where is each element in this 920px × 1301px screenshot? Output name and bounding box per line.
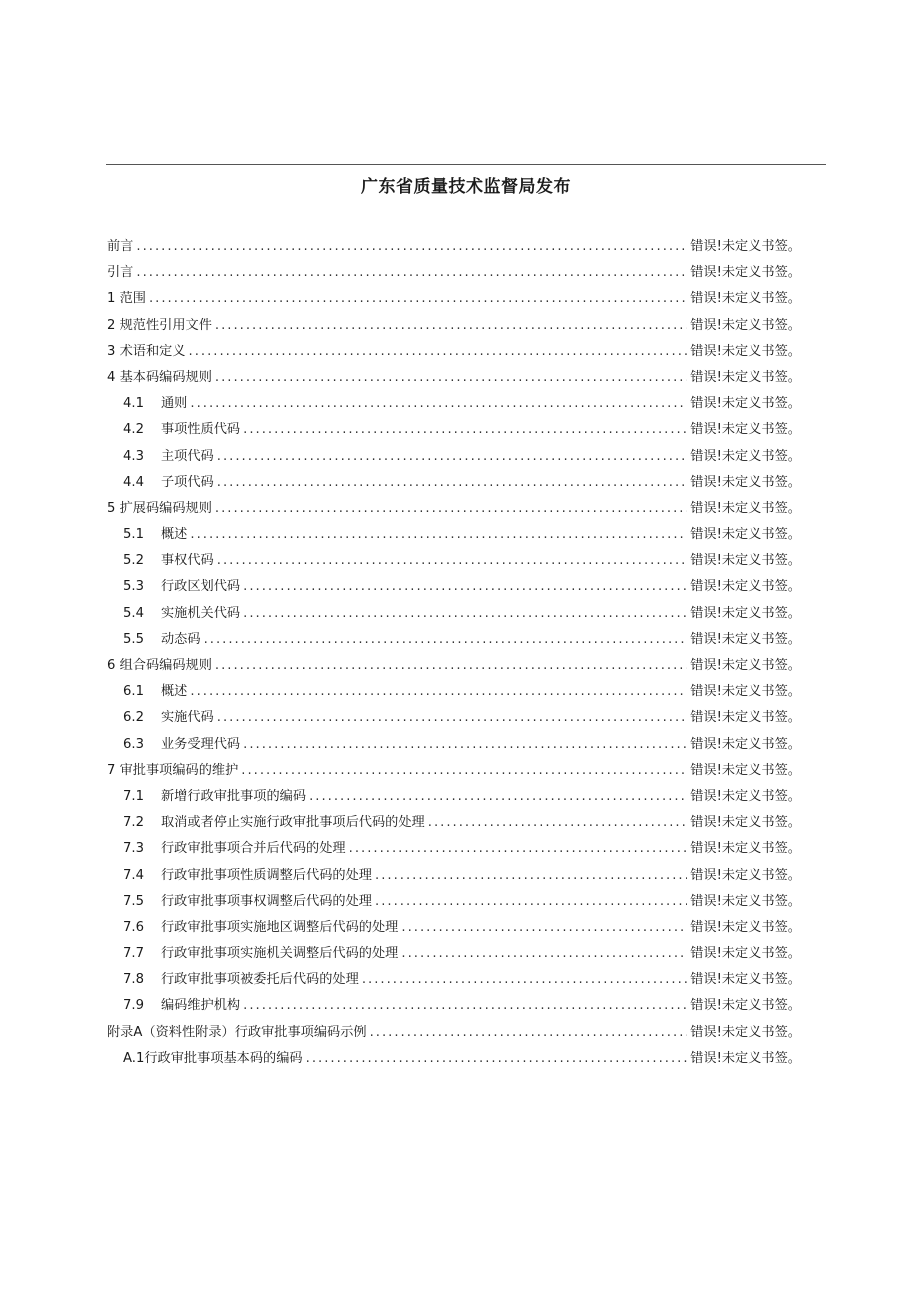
toc-leader-dots	[204, 632, 688, 647]
toc-entry[interactable]	[107, 968, 801, 994]
toc-entry[interactable]	[107, 575, 801, 601]
toc-entry[interactable]	[107, 471, 801, 497]
toc-page-ref: 错误!未定义书签。	[690, 448, 801, 464]
toc-entry-number: 6.1	[123, 684, 144, 700]
toc-page-ref: 错误!未定义书签。	[690, 788, 801, 804]
toc-leader-dots	[136, 239, 687, 254]
toc-entry[interactable]	[107, 340, 801, 366]
toc-entry-label	[107, 837, 346, 856]
toc-leader-dots	[309, 789, 687, 804]
toc-page-ref: 错误!未定义书签。	[690, 867, 801, 883]
toc-leader-dots	[243, 737, 687, 752]
toc-entry[interactable]	[107, 549, 801, 575]
toc-entry-label	[107, 628, 201, 647]
toc-entry[interactable]	[107, 994, 801, 1020]
toc-entry-text: A.1行政审批事项基本码的编码	[123, 1050, 303, 1066]
toc-entry-text: 子项代码	[161, 474, 214, 490]
toc-entry-label	[107, 654, 212, 673]
toc-page-ref: 错误!未定义书签。	[690, 710, 801, 726]
toc-page-ref: 错误!未定义书签。	[690, 893, 801, 909]
toc-entry-text: 组合码编码规则	[119, 658, 212, 673]
toc-entry-number: 4	[107, 369, 116, 385]
toc-entry-text: 取消或者停止实施行政审批事项后代码的处理	[161, 815, 425, 831]
header-rule	[106, 164, 826, 165]
toc-entry-text: 行政审批事项性质调整后代码的处理	[161, 867, 372, 883]
toc-entry[interactable]	[107, 602, 801, 628]
toc-entry[interactable]	[107, 706, 801, 732]
toc-page-ref: 错误!未定义书签。	[690, 553, 801, 569]
toc-entry[interactable]	[107, 916, 801, 942]
toc-leader-dots	[215, 318, 687, 333]
toc-page-ref: 错误!未定义书签。	[690, 815, 801, 831]
toc-entry-number: 7.9	[123, 998, 144, 1014]
toc-entry-text: 前言	[107, 239, 134, 254]
toc-entry-label	[107, 497, 212, 516]
toc-entry-text: 实施机关代码	[161, 605, 241, 621]
toc-entry-label	[107, 418, 240, 437]
toc-entry-label	[107, 706, 214, 725]
toc-leader-dots	[215, 501, 687, 516]
toc-entry-label	[107, 602, 240, 621]
toc-entry-label	[107, 1021, 367, 1040]
toc-entry[interactable]	[107, 811, 801, 837]
toc-entry-label	[107, 942, 398, 961]
toc-entry-text: 动态码	[161, 631, 201, 647]
toc-entry-number: 5.4	[123, 605, 144, 621]
toc-entry-text: 业务受理代码	[161, 736, 241, 752]
toc-entry-label	[107, 916, 398, 935]
toc-entry[interactable]	[107, 785, 801, 811]
toc-entry[interactable]	[107, 864, 801, 890]
toc-entry-label	[107, 471, 214, 490]
toc-leader-dots	[217, 475, 687, 490]
toc-entry-number: 5.1	[123, 527, 144, 543]
toc-entry-label	[107, 549, 214, 568]
toc-leader-dots	[243, 422, 687, 437]
toc-entry-number: 7.8	[123, 972, 144, 988]
toc-entry-label	[107, 785, 306, 804]
toc-entry-text: 术语和定义	[119, 343, 186, 359]
toc-entry-number: 7.4	[123, 867, 144, 883]
toc-entry-number: 3	[107, 343, 116, 359]
toc-entry-number: 1	[107, 291, 116, 307]
toc-entry[interactable]	[107, 1047, 801, 1073]
toc-entry[interactable]	[107, 261, 801, 287]
toc-page-ref: 错误!未定义书签。	[690, 579, 801, 595]
toc-entry-text: 概述	[161, 527, 188, 543]
toc-entry[interactable]	[107, 366, 801, 392]
toc-entry[interactable]	[107, 680, 801, 706]
toc-entry-label	[107, 890, 372, 909]
toc-page-ref: 错误!未定义书签。	[690, 605, 801, 621]
toc-entry-number: 5	[107, 500, 116, 516]
toc-entry-text: 通则	[161, 396, 188, 412]
toc-leader-dots	[401, 920, 687, 935]
toc-entry-label	[107, 759, 238, 778]
toc-entry-number: 4.1	[123, 396, 144, 412]
toc-entry-number: 6.2	[123, 710, 144, 726]
toc-entry-label	[123, 1047, 303, 1066]
toc-entry[interactable]	[107, 523, 801, 549]
toc-entry-text: 审批事项编码的维护	[119, 762, 239, 778]
toc-entry-text: 引言	[107, 265, 134, 281]
toc-entry-number: 4.3	[123, 448, 144, 464]
toc-entry[interactable]	[107, 314, 801, 340]
toc-entry[interactable]	[107, 890, 801, 916]
toc-entry[interactable]	[107, 628, 801, 654]
toc-entry-text: 实施代码	[161, 710, 214, 726]
toc-entry-label	[107, 733, 240, 752]
toc-leader-dots	[190, 396, 687, 411]
toc-leader-dots	[349, 841, 688, 856]
toc-entry-label	[107, 445, 214, 464]
toc-leader-dots	[428, 815, 687, 830]
toc-page-ref: 错误!未定义书签。	[690, 317, 801, 333]
toc-page-ref: 错误!未定义书签。	[690, 841, 801, 857]
toc-entry-label	[107, 680, 187, 699]
toc-entry-text: 附录A（资料性附录）行政审批事项编码示例	[107, 1024, 367, 1040]
toc-entry[interactable]	[107, 497, 801, 523]
toc-entry[interactable]	[107, 942, 801, 968]
toc-entry-label	[107, 235, 133, 254]
toc-entry-label	[107, 366, 212, 385]
toc-entry-text: 行政区划代码	[161, 579, 241, 595]
toc-entry[interactable]	[107, 733, 801, 759]
toc-entry[interactable]	[107, 1021, 801, 1047]
toc-page-ref: 错误!未定义书签。	[690, 343, 801, 359]
toc-leader-dots	[243, 998, 687, 1013]
toc-entry-label	[107, 314, 212, 333]
toc-leader-dots	[190, 527, 687, 542]
toc-leader-dots	[217, 710, 687, 725]
toc-page-ref: 错误!未定义书签。	[690, 972, 801, 988]
table-of-contents	[107, 235, 801, 1073]
toc-page-ref: 错误!未定义书签。	[690, 500, 801, 516]
toc-leader-dots	[241, 763, 687, 778]
toc-entry-text: 扩展码编码规则	[119, 500, 212, 516]
toc-page-ref: 错误!未定义书签。	[690, 658, 801, 673]
toc-entry-number: 7.6	[123, 919, 144, 935]
toc-entry-number: 4.2	[123, 422, 144, 438]
toc-entry-label	[107, 523, 187, 542]
toc-page-ref: 错误!未定义书签。	[690, 631, 801, 647]
toc-page-ref: 错误!未定义书签。	[690, 998, 801, 1014]
toc-entry-label	[107, 811, 425, 830]
toc-page-ref: 错误!未定义书签。	[690, 1024, 801, 1040]
toc-entry-text: 基本码编码规则	[119, 369, 212, 385]
toc-page-ref: 错误!未定义书签。	[690, 422, 801, 438]
toc-page-ref: 错误!未定义书签。	[690, 474, 801, 490]
toc-entry[interactable]	[107, 837, 801, 863]
toc-page-ref: 错误!未定义书签。	[690, 684, 801, 700]
toc-entry-label	[107, 864, 372, 883]
toc-leader-dots	[375, 894, 687, 909]
toc-entry[interactable]	[107, 418, 801, 444]
toc-entry-number: 6	[107, 658, 116, 673]
toc-entry[interactable]	[107, 392, 801, 418]
toc-entry-text: 新增行政审批事项的编码	[161, 788, 307, 804]
toc-leader-dots	[375, 868, 687, 883]
toc-entry-label	[107, 968, 359, 987]
toc-page-ref: 错误!未定义书签。	[690, 919, 801, 935]
toc-entry-number: 7.7	[123, 946, 144, 962]
toc-entry-label	[107, 575, 240, 594]
toc-entry-text: 行政审批事项实施机关调整后代码的处理	[161, 946, 399, 962]
toc-entry[interactable]	[107, 654, 801, 680]
toc-page-ref: 错误!未定义书签。	[690, 369, 801, 385]
toc-entry-text: 主项代码	[161, 448, 214, 464]
toc-leader-dots	[401, 946, 687, 961]
toc-entry-label	[107, 261, 133, 280]
toc-entry-number: 7.1	[123, 788, 144, 804]
toc-entry-text: 行政审批事项合并后代码的处理	[161, 841, 346, 857]
toc-entry-label	[107, 392, 187, 411]
toc-entry-number: 7.3	[123, 841, 144, 857]
toc-leader-dots	[362, 972, 687, 987]
toc-entry-number: 4.4	[123, 474, 144, 490]
toc-entry[interactable]	[107, 287, 801, 313]
toc-entry-number: 5.3	[123, 579, 144, 595]
toc-leader-dots	[189, 344, 688, 359]
toc-leader-dots	[243, 579, 687, 594]
toc-leader-dots	[217, 449, 687, 464]
toc-entry-number: 7.5	[123, 893, 144, 909]
toc-entry-text: 行政审批事项被委托后代码的处理	[161, 972, 359, 988]
toc-page-ref: 错误!未定义书签。	[690, 265, 801, 281]
toc-entry-label	[107, 287, 146, 306]
toc-entry-number: 7.2	[123, 815, 144, 831]
toc-entry-text: 概述	[161, 684, 188, 700]
toc-page-ref: 错误!未定义书签。	[690, 396, 801, 412]
toc-entry-text: 编码维护机构	[161, 998, 241, 1014]
toc-leader-dots	[243, 606, 687, 621]
toc-entry-number: 2	[107, 317, 116, 333]
toc-entry-number: 5.2	[123, 553, 144, 569]
toc-entry-number: 6.3	[123, 736, 144, 752]
toc-entry-number: 7	[107, 762, 116, 778]
toc-leader-dots	[149, 291, 687, 306]
toc-entry-text: 事权代码	[161, 553, 214, 569]
toc-leader-dots	[136, 265, 687, 280]
toc-entry-label	[107, 340, 186, 359]
toc-page-ref: 错误!未定义书签。	[690, 1050, 801, 1066]
toc-page-ref: 错误!未定义书签。	[690, 736, 801, 752]
toc-leader-dots	[190, 684, 687, 699]
toc-leader-dots	[215, 370, 687, 385]
toc-entry[interactable]	[107, 235, 801, 261]
toc-entry[interactable]	[107, 759, 801, 785]
publisher-title: 广东省质量技术监督局发布	[361, 177, 571, 197]
toc-entry-text: 范围	[119, 291, 146, 307]
toc-leader-dots	[215, 658, 687, 673]
toc-entry-text: 事项性质代码	[161, 422, 241, 438]
toc-entry-text: 规范性引用文件	[119, 317, 212, 333]
toc-leader-dots	[217, 553, 687, 568]
toc-leader-dots	[370, 1025, 688, 1040]
toc-leader-dots	[306, 1051, 688, 1066]
toc-entry[interactable]	[107, 445, 801, 471]
toc-page-ref: 错误!未定义书签。	[690, 239, 801, 254]
toc-entry-text: 行政审批事项实施地区调整后代码的处理	[161, 919, 399, 935]
toc-entry-text: 行政审批事项事权调整后代码的处理	[161, 893, 372, 909]
toc-page-ref: 错误!未定义书签。	[690, 762, 801, 778]
toc-page-ref: 错误!未定义书签。	[690, 946, 801, 962]
toc-entry-number: 5.5	[123, 631, 144, 647]
toc-page-ref: 错误!未定义书签。	[690, 527, 801, 543]
toc-entry-label	[107, 994, 240, 1013]
toc-page-ref: 错误!未定义书签。	[690, 291, 801, 307]
